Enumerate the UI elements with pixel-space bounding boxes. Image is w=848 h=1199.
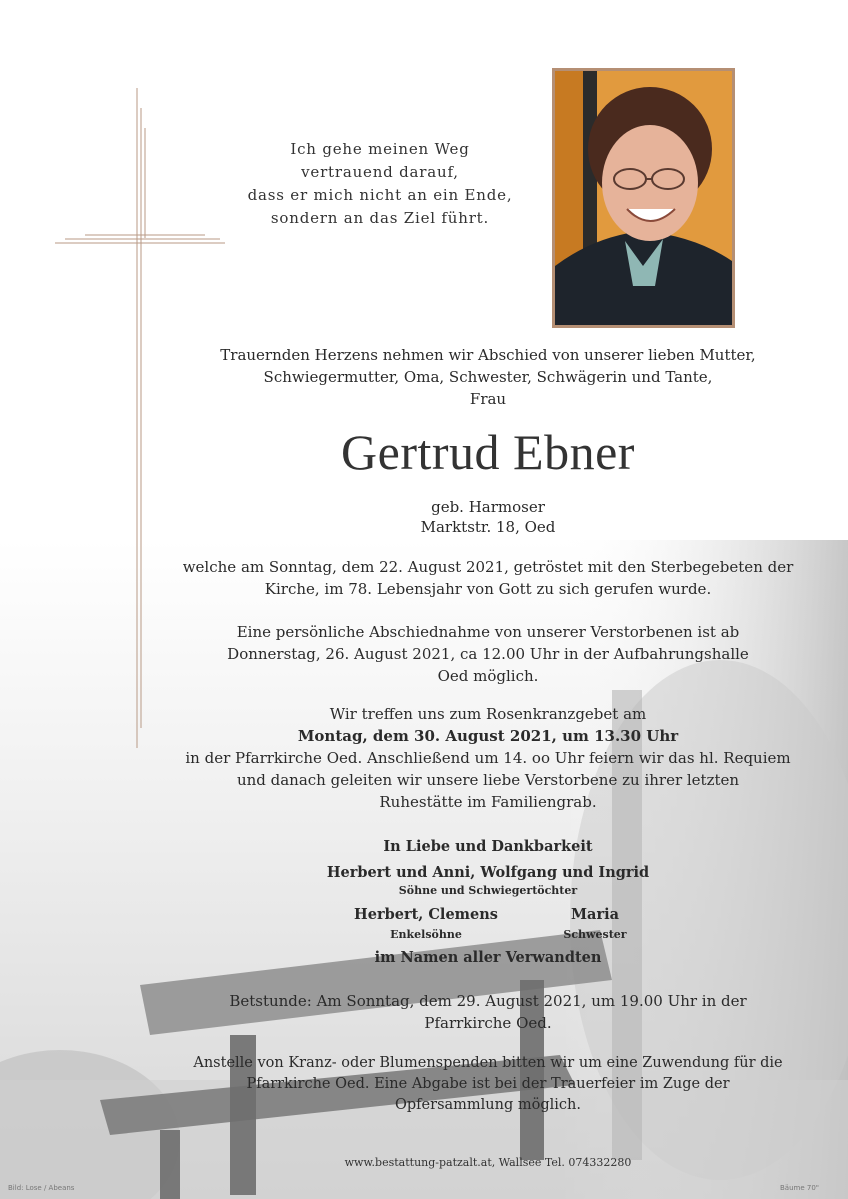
prayer-line: Betstunde: Am Sonntag, dem 29. August 2021, um 19.00 Uhr in der	[229, 992, 747, 1010]
prayer-notice	[180, 990, 796, 1034]
sons-names: Herbert und Anni, Wolfgang und Ingrid	[326, 864, 650, 881]
maiden-name: geb. Harmoser	[431, 498, 545, 516]
viewing-line: Oed möglich.	[437, 667, 539, 685]
service-date: Montag, dem 30. August 2021, um 13.30 Uhr	[297, 727, 679, 745]
deceased-details	[180, 497, 796, 537]
prayer-line: Pfarrkirche Oed.	[424, 1014, 552, 1032]
poem-line: sondern an das Ziel führt.	[270, 209, 490, 227]
death-notice-line: Kirche, im 78. Lebensjahr von Gott zu sich gerufen wurde.	[264, 580, 712, 598]
footer-contact: www.bestattung-patzalt.at, Wallsee Tel. 074332280	[344, 1156, 632, 1169]
service-notice	[180, 703, 796, 813]
sons-role: Söhne und Schwiegertöchter	[398, 884, 578, 897]
closing-line: In Liebe und Dankbarkeit	[383, 838, 593, 855]
death-notice	[180, 556, 796, 600]
grandsons-role: Enkelsöhne	[390, 928, 462, 941]
viewing-line: Donnerstag, 26. August 2021, ca 12.00 Uhr in der Aufbahrungshalle	[227, 645, 749, 663]
sister-name: Maria	[571, 906, 619, 923]
deceased-name: Gertrud Ebner	[341, 424, 635, 480]
viewing-notice	[180, 621, 796, 687]
intro-text	[180, 344, 796, 410]
poem-line: Ich gehe meinen Weg	[290, 140, 470, 158]
donation-line: Pfarrkirche Oed. Eine Abgabe ist bei der Trauerfeier im Zuge der	[246, 1076, 730, 1092]
image-credit-right: Bäume 70"	[780, 1184, 820, 1192]
donation-line: Opfersammlung möglich.	[395, 1097, 581, 1113]
service-line: Wir treffen uns zum Rosenkranzgebet am	[329, 705, 647, 723]
image-credit-left: Bild: Lose / Abeans	[8, 1184, 75, 1192]
service-line: in der Pfarrkirche Oed. Anschließend um 14. oo Uhr feiern wir das hl. Requiem	[185, 749, 791, 767]
portrait-frame	[552, 68, 735, 328]
intro-line: Schwiegermutter, Oma, Schwester, Schwägerin und Tante,	[263, 368, 713, 386]
relatives-line: im Namen aller Verwandten	[374, 949, 602, 966]
intro-line: Frau	[469, 390, 507, 408]
donation-line: Anstelle von Kranz- oder Blumenspenden bitten wir um eine Zuwendung für die	[193, 1055, 783, 1071]
service-line: Ruhestätte im Familiengrab.	[379, 793, 597, 811]
grandsons-names: Herbert, Clemens	[354, 906, 498, 923]
service-line: und danach geleiten wir unsere liebe Verstorbene zu ihrer letzten	[236, 771, 740, 789]
sister-role: Schwester	[563, 928, 627, 941]
donation-notice	[180, 1053, 796, 1116]
death-notice-line: welche am Sonntag, dem 22. August 2021, getröstet mit den Sterbegebeten der	[182, 558, 794, 576]
poem-line: vertrauend darauf,	[301, 163, 459, 181]
address: Marktstr. 18, Oed	[420, 518, 556, 536]
poem-verse	[230, 138, 530, 230]
viewing-line: Eine persönliche Abschiednahme von unserer Verstorbenen ist ab	[236, 623, 740, 641]
portrait-photo	[555, 71, 732, 325]
poem-line: dass er mich nicht an ein Ende,	[247, 186, 513, 204]
intro-line: Trauernden Herzens nehmen wir Abschied von unserer lieben Mutter,	[220, 346, 756, 364]
